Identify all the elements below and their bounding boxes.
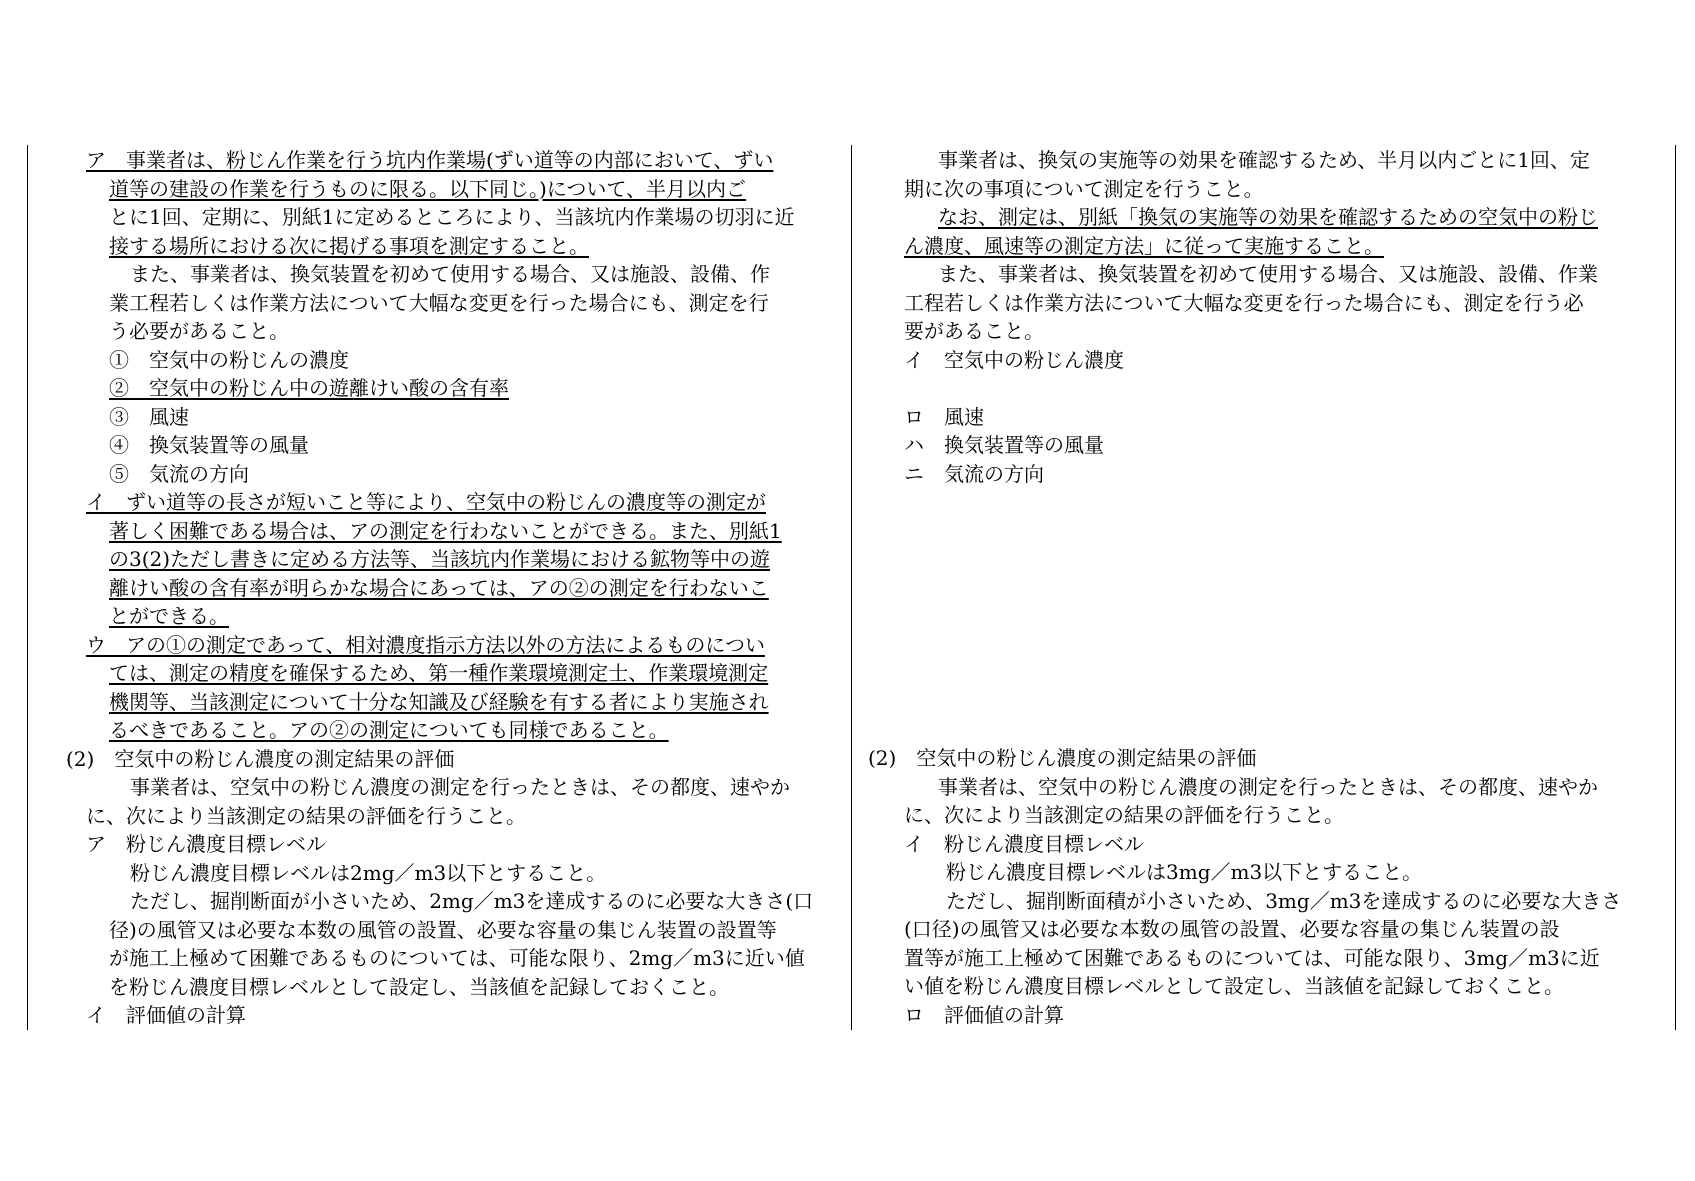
para-u-line-1: ウ アの①の測定であって、相対濃度指示方法以外の方法によるものについ xyxy=(86,632,765,657)
section-2-line-2: に、次により当該測定の結果の評価を行うこと。 xyxy=(86,803,526,828)
para-a-line-1: ア 事業者は、粉じん作業を行う坑内作業場(ずい道等の内部において、ずい xyxy=(86,148,774,172)
section-2-sub-i: イ 評価値の計算 xyxy=(86,1003,246,1027)
left-border-line xyxy=(27,145,28,1030)
list-item: ⑤ 気流の方向 xyxy=(109,461,249,486)
spacer xyxy=(882,374,1654,403)
right-p3-line-1: また、事業者は、換気装置を初めて使用する場合、又は施設、設備、作業 xyxy=(938,262,1598,286)
para-u-line-3: 機関等、当該測定について十分な知識及び経験を有する者により実施され xyxy=(109,689,769,714)
list-item: ハ 換気装置等の風量 xyxy=(904,433,1104,457)
para-i-line-1: イ ずい道等の長さが短いこと等により、空気中の粉じんの濃度等の測定が xyxy=(86,490,766,514)
list-item: ① 空気中の粉じんの濃度 xyxy=(109,347,349,372)
para-u-line-4: るべきであること。アの②の測定についても同様であること。 xyxy=(109,718,669,742)
right-section-2-a-line-4: 置等が施工上極めて困難であるものについては、可能な限り、3mg／m3に近 xyxy=(904,945,1600,970)
right-section-2-line-2: に、次により当該測定の結果の評価を行うこと。 xyxy=(904,803,1344,827)
right-section-2-title: (2) 空気中の粉じん濃度の測定結果の評価 xyxy=(868,746,1257,770)
para-i-line-2: 著しく困難である場合は、アの測定を行わないことができる。また、別紙1 xyxy=(109,518,782,543)
section-2-a-line-4: が施工上極めて困難であるものについては、可能な限り、2mg／m3に近い値 xyxy=(109,946,805,970)
right-section-2-sub-i: ロ 評価値の計算 xyxy=(904,1002,1064,1027)
right-section-2-a-line-5: い値を粉じん濃度目標レベルとして設定し、当該値を記録しておくこと。 xyxy=(904,974,1564,998)
section-2-a-line-1: 粉じん濃度目標レベルは2mg／m3以下とすること。 xyxy=(130,860,607,885)
right-p2-line-2: ん濃度、風速等の測定方法」に従って実施すること。 xyxy=(904,233,1384,258)
right-p3-line-3: 要があること。 xyxy=(904,319,1044,343)
right-section-2-line-1: 事業者は、空気中の粉じん濃度の測定を行ったときは、その都度、速やか xyxy=(938,774,1598,799)
para-i-line-4: 離けい酸の含有率が明らかな場合にあっては、アの②の測定を行わないこ xyxy=(109,575,769,600)
right-section-2-a-line-2: ただし、掘削断面積が小さいため、3mg／m3を達成するのに必要な大きさ xyxy=(946,888,1622,913)
right-p2-line-1: なお、測定は、別紙「換気の実施等の効果を確認するための空気中の粉じ xyxy=(938,205,1598,229)
right-column xyxy=(868,146,1654,1029)
right-section-2-a-line-1: 粉じん濃度目標レベルは3mg／m3以下とすること。 xyxy=(946,860,1423,884)
para-a-line-3: とに1回、定期に、別紙1に定めるところにより、当該坑内作業場の切羽に近 xyxy=(109,205,795,229)
right-p1-line-2: 期に次の事項について測定を行うこと。 xyxy=(904,176,1264,201)
list-item: ロ 風速 xyxy=(904,404,984,429)
para-u-line-2: ては、測定の精度を確保するため、第一種作業環境測定士、作業環境測定 xyxy=(109,661,769,685)
section-2-sub-a: ア 粉じん濃度目標レベル xyxy=(86,832,326,856)
right-p1-line-1: 事業者は、換気の実施等の効果を確認するため、半月以内ごとに1回、定 xyxy=(938,148,1590,172)
column-divider-line xyxy=(851,145,852,1030)
para-a-line-6: 業工程若しくは作業方法について大幅な変更を行った場合にも、測定を行 xyxy=(109,290,769,315)
para-i-line-5: とができる。 xyxy=(109,604,229,628)
para-a-line-7: う必要があること。 xyxy=(109,319,289,343)
section-2-title: (2) 空気中の粉じん濃度の測定結果の評価 xyxy=(66,746,455,771)
section-2-a-line-3: 径)の風管又は必要な本数の風管の設置、必要な容量の集じん装置の設置等 xyxy=(109,917,777,942)
right-section-2-a-line-3: (口径)の風管又は必要な本数の風管の設置、必要な容量の集じん装置の設 xyxy=(904,917,1560,941)
list-item: ③ 風速 xyxy=(109,404,189,429)
spacer xyxy=(882,488,1654,744)
list-item: ② 空気中の粉じん中の遊離けい酸の含有率 xyxy=(109,376,509,400)
para-i-line-3: の3(2)ただし書きに定める方法等、当該坑内作業場における鉱物等中の遊 xyxy=(109,547,771,571)
para-a-line-4: 接する場所における次に掲げる事項を測定すること。 xyxy=(109,233,589,258)
para-a-line-2: 道等の建設の作業を行うものに限る。以下同じ。)について、半月以内ご xyxy=(109,176,747,201)
para-a-line-5: また、事業者は、換気装置を初めて使用する場合、又は施設、設備、作 xyxy=(130,262,770,286)
right-p3-line-2: 工程若しくは作業方法について大幅な変更を行った場合にも、測定を行う必 xyxy=(904,290,1584,315)
section-2-a-line-2: ただし、掘削断面が小さいため、2mg／m3を達成するのに必要な大きさ(口 xyxy=(130,889,814,913)
left-column xyxy=(66,146,842,1030)
right-section-2-sub-a: イ 粉じん濃度目標レベル xyxy=(904,831,1144,856)
list-item: イ 空気中の粉じん濃度 xyxy=(904,347,1124,372)
right-border-line xyxy=(1675,145,1676,1030)
section-2-line-1: 事業者は、空気中の粉じん濃度の測定を行ったときは、その都度、速やか xyxy=(130,775,790,799)
list-item: ニ 気流の方向 xyxy=(904,461,1044,486)
list-item: ④ 換気装置等の風量 xyxy=(109,433,309,457)
section-2-a-line-5: を粉じん濃度目標レベルとして設定し、当該値を記録しておくこと。 xyxy=(109,974,729,999)
